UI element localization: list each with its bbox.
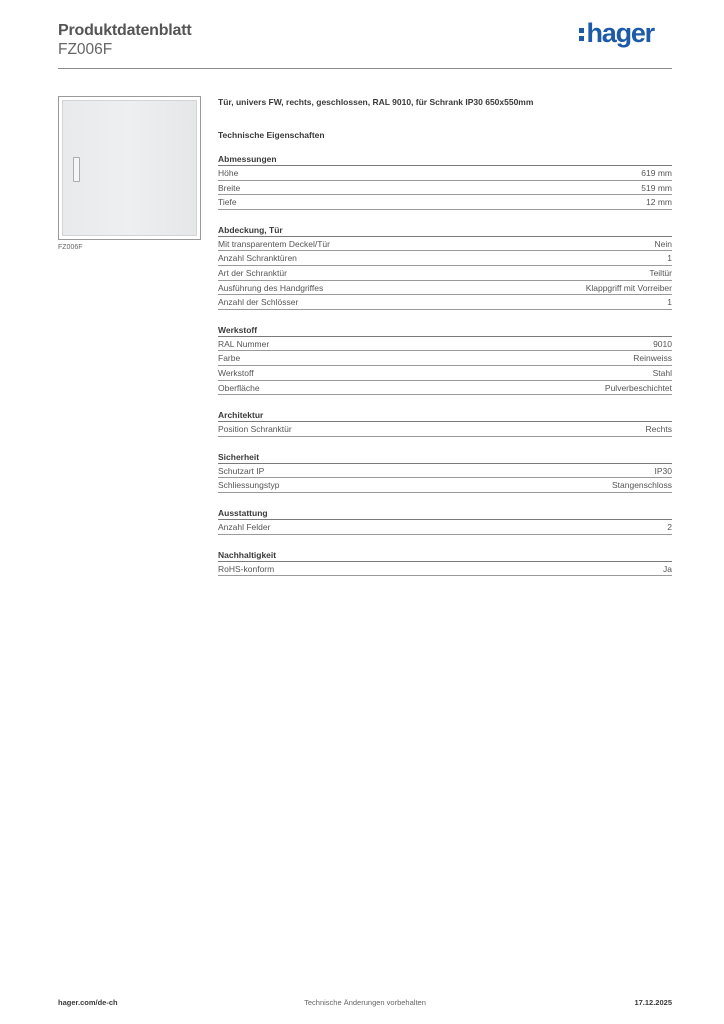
spec-row (218, 295, 672, 310)
spec-value: 619 mm (641, 168, 672, 178)
spec-section-title: Werkstoff (218, 324, 672, 337)
footer-disclaimer: Technische Änderungen vorbehalten (304, 998, 426, 1007)
spec-value: 1 (667, 253, 672, 264)
product-details (218, 95, 672, 576)
spec-value: Ja (663, 563, 672, 574)
spec-value: IP30 (654, 465, 672, 476)
spec-row (218, 281, 672, 296)
spec-value: Stahl (652, 367, 672, 378)
spec-section (218, 451, 672, 493)
product-description: Tür, univers FW, rechts, geschlossen, RAL 9010, für Schrank IP30 650x550mm (218, 97, 534, 107)
spec-label: Art der Schranktür (218, 267, 287, 278)
spec-section (218, 224, 672, 310)
spec-section-title: Nachhaltigkeit (218, 549, 672, 562)
spec-label: Position Schranktür (218, 424, 292, 435)
spec-label: Werkstoff (218, 367, 254, 378)
spec-label: Anzahl Felder (218, 521, 271, 532)
spec-sections (218, 153, 672, 576)
spec-value: Pulverbeschichtet (604, 382, 672, 393)
spec-label: Schliessungstyp (218, 480, 280, 491)
spec-label: Farbe (218, 353, 241, 364)
spec-label: Oberfläche (218, 382, 260, 393)
spec-section-title: Sicherheit (218, 451, 672, 464)
header-divider (58, 68, 672, 69)
spec-value: 12 mm (646, 197, 672, 208)
spec-value: 9010 (653, 338, 672, 349)
spec-value: Rechts (645, 424, 672, 435)
spec-label: RAL Nummer (218, 338, 270, 349)
spec-row (218, 520, 672, 535)
tech-properties-heading: Technische Eigenschaften (218, 130, 325, 140)
spec-row (218, 166, 672, 181)
spec-label: Anzahl der Schlösser (218, 297, 299, 308)
spec-section (218, 324, 672, 395)
spec-value: 1 (667, 297, 672, 308)
spec-value: 2 (667, 521, 672, 532)
spec-row (218, 562, 672, 577)
spec-row (218, 237, 672, 252)
spec-row (218, 195, 672, 210)
footer-date: 17.12.2025 (634, 998, 672, 1007)
spec-label: Höhe (218, 168, 239, 178)
spec-label: RoHS-konform (218, 563, 275, 574)
logo-text: hager (586, 18, 654, 48)
spec-row (218, 266, 672, 281)
spec-section-title: Architektur (218, 409, 672, 422)
spec-value: Teiltür (649, 267, 672, 278)
spec-value: Nein (654, 238, 672, 249)
logo-dots-icon (579, 24, 584, 43)
spec-label: Mit transparentem Deckel/Tür (218, 238, 330, 249)
spec-value: 519 mm (641, 182, 672, 193)
door-panel-illustration (62, 100, 197, 236)
spec-value: Stangenschloss (611, 480, 672, 491)
spec-row (218, 181, 672, 196)
spec-section (218, 507, 672, 535)
spec-section (218, 153, 672, 210)
page-header (58, 20, 672, 70)
page-footer (58, 998, 672, 1010)
spec-label: Ausführung des Handgriffes (218, 282, 324, 293)
spec-section-title: Abdeckung, Tür (218, 224, 672, 237)
spec-value: Reinweiss (633, 353, 672, 364)
spec-label: Schutzart IP (218, 465, 265, 476)
spec-row (218, 381, 672, 396)
page-title: Produktdatenblatt (58, 22, 192, 39)
image-caption: FZ006F (58, 244, 83, 251)
spec-row (218, 251, 672, 266)
footer-website-link[interactable]: hager.com/de-ch (58, 998, 118, 1007)
spec-row (218, 478, 672, 493)
spec-section (218, 549, 672, 577)
product-code: FZ006F (58, 41, 113, 58)
spec-row (218, 337, 672, 352)
spec-section-title: Ausstattung (218, 507, 672, 520)
spec-section (218, 409, 672, 437)
spec-row (218, 366, 672, 381)
spec-label: Tiefe (218, 197, 237, 208)
hager-logo (579, 18, 654, 49)
door-handle-icon (73, 157, 80, 182)
spec-row (218, 422, 672, 437)
spec-row (218, 351, 672, 366)
spec-label: Anzahl Schranktüren (218, 253, 297, 264)
spec-value: Klappgriff mit Vorreiber (585, 282, 672, 293)
product-image (58, 96, 201, 240)
spec-section-title: Abmessungen (218, 153, 672, 166)
spec-row (218, 464, 672, 479)
spec-label: Breite (218, 182, 241, 193)
